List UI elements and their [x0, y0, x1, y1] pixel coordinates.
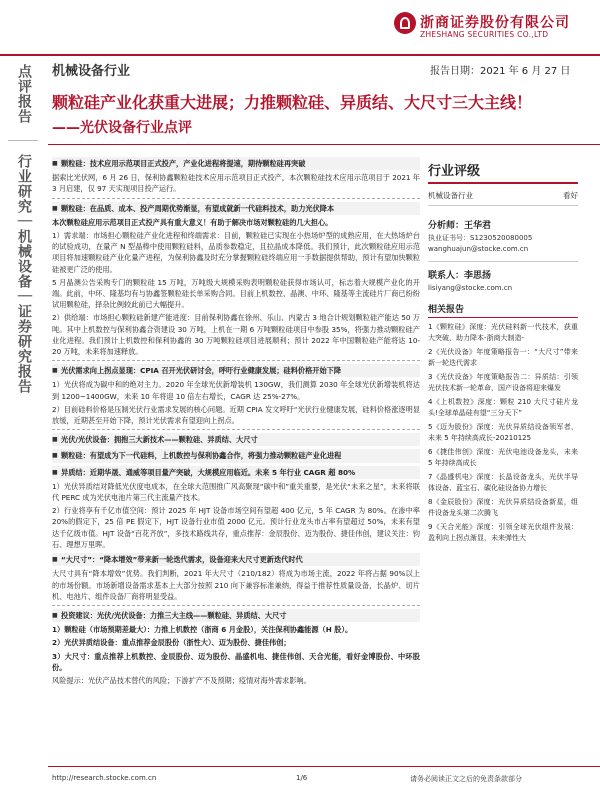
analyst-cert: 执业证书号：S1230520080005: [428, 234, 533, 242]
paragraph: 2）供给端：市场担心颗粒硅新建产能进度：目前保利协鑫在徐州、乐山、内蒙古 3 地合计规划颗粒硅产能达 50 万吨。其中上机数控与保利协鑫合资建设 30 万吨，上机在一期 6 万吨颗粒硅项目中参股 35%，将强力推动颗粒硅产业化进程。我们预计上机数控和保利协鑫的 30 万吨颗粒硅项目进展顺利；预计 2022 年中国颗粒硅产能将达 10-20 万吨，未来将加速释放。: [52, 313, 420, 357]
paragraph: 2）行业将享有千亿市值空间：预计 2025 年 HJT 设备市场空间有望超 400 亿元，5 年 CAGR 为 80%。在渗中率 20%的假定下，25 倍 PE 假定下，HJT 设备行业市值 2000 亿元。预计行业龙头市占率有望超过 50%，未来有望达千亿级市值。HJT 设备“百花齐放”，多技术路线共存，重点推荐：金辰股份、迈为股份、捷佳伟创，建议关注：钧石、理想万里晖。: [52, 506, 420, 549]
section-heading: ■ 光伏/光伏设备：拥抱三大新技术——颗粒硅、异质结、大尺寸: [52, 433, 420, 446]
side-label-top: 点评报告: [16, 64, 32, 124]
section-heading: ■ 光伏需求向上拐点显现：CPIA 召开光伏研讨会，呼吁行业健康发展；硅料价格开始下降: [52, 364, 420, 377]
dashed-divider: [52, 429, 420, 430]
dashed-divider: [52, 605, 420, 606]
right-sidebar: [428, 160, 578, 547]
dashed-divider: [52, 198, 420, 199]
rating-value: 看好: [563, 191, 578, 200]
main-body: [52, 154, 420, 688]
related-report-item[interactable]: 7《晶盛机电》深度：长晶设备龙头，光伏半导体设备、蓝宝石、碳化硅设备协力增长: [428, 473, 578, 492]
related-reports-list: [428, 322, 578, 544]
related-report-item[interactable]: 1《颗粒硅》深度：光伏硅料新一代技术，获重大突破，助力降本-浙商大制造-: [428, 323, 578, 342]
page-number: 1/6: [296, 774, 308, 782]
disclaimer-note: 请务必阅读正文之后的免责条款部分: [410, 775, 522, 783]
rating-sector: 机械设备行业: [428, 191, 473, 200]
side-bar: [4, 58, 40, 768]
paragraph: 1）光伏将成为碳中和的绝对主力。2020 年全球光伏新增装机 130GW，我们测算 2030 年全球光伏新增装机将达到 1200~1400GW，未来 10 年将迎 10 倍左右增长，CAGR 达 25%-27%。: [52, 380, 420, 401]
company-name-en: ZHESHANG SECURITIES CO.,LTD: [420, 30, 549, 39]
header-divider: [0, 54, 600, 56]
related-report-item[interactable]: 9《天合光能》深度：引领全球光伏组件发展：盈利向上拐点渐显，未来弹性大: [428, 523, 578, 542]
section-heading: ■ 异质结：近期华晟、通威等项目量产突破，大规模应用临近。未来 5 年行业 CAGR 超 80%: [52, 466, 420, 479]
section-heading: ■ 投资建议：光伏/光伏设备：力推三大主线——颗粒硅、异质结、大尺寸: [52, 609, 420, 622]
rating-heading: 行业评级: [428, 160, 578, 184]
contact-name: 联系人：李思扬: [428, 271, 492, 281]
side-label-bottom: 行业研究｜机械设备｜证券研究报告: [16, 154, 32, 394]
contact-email[interactable]: lisiyang@stocke.com.cn: [428, 284, 513, 292]
dashed-divider: [52, 360, 420, 361]
investment-item: 2）光伏异质结设备：重点推荐金辰股份（浙性大）、迈为股份、捷佳伟创；: [52, 638, 291, 648]
paragraph: 本次颗粒硅应用示范项目正式投产具有重大意义！有助于解决市场对颗粒硅的几大担心。: [52, 217, 333, 227]
section-heading: ■ 颗粒硅：在品质、成本、投产周期优势渐显，有望成就新一代硅料技术，助力光伏降本: [52, 202, 420, 215]
title-divider: [48, 144, 600, 145]
company-name-cn: 浙商证券股份有限公司: [420, 15, 570, 31]
report-title: 颗粒硅产业化获重大进展；力推颗粒硅、异质结、大尺寸三大主线！: [52, 93, 533, 112]
related-report-item[interactable]: 6《捷佳伟创》深度：光伏电池设备龙头，未来 5 年持续高成长: [428, 448, 578, 467]
related-report-item[interactable]: 8《金辰股份》深度：光伏异质结设备新星，组件设备龙头第二次腾飞: [428, 498, 578, 517]
paragraph: 1）光伏异质结对降低光伏度电成本，在全球大范围推广风高聚现“碳中和”重关重要，是光伏“未来之星”，未来将联代 PERC 成为光伏电池片第三代主流量产技术。: [52, 481, 420, 503]
paragraph: 2）目前硅料价格是压制光伏行业需求发展的核心问题。近期 CPIA 发文呼吁“光伏行业健康发展，硅料价格涨逐明显放缓，近期甚至开始下降，预计光伏需求有望迎向上拐点。: [52, 404, 420, 426]
related-report-item[interactable]: 4《上机数控》深度：颗粒 210 大尺寸硅片龙头!全球单晶硅有望“三分天下”: [428, 398, 578, 417]
section-heading: ■ 颗粒硅：有望成为下一代硅料，上机数控与保利协鑫合作，将强力推动颗粒硅产业化进程: [52, 449, 420, 462]
company-logo-icon: [394, 12, 416, 34]
related-reports-heading: 相关报告: [428, 302, 578, 318]
rating-row: [428, 190, 578, 206]
risk-warning: 风险提示：光伏产品技术替代的风险；下游扩产不及预期；疫情对海外需求影响。: [52, 675, 311, 685]
related-report-item[interactable]: 2《光伏设备》年度策略报告一：“大尺寸”带来新一轮迭代需求: [428, 348, 578, 367]
paragraph: 1）需求端：市场担心颗粒硅产业化进程和终端需求：目前，颗粒硅已实现在小热场炉型的成熟应用，在大热场炉台的试验成功，在量产 N 型晶棒中使用颗粒硅料，品质参数稳定，且拉晶成本降低。我们预计，此次颗粒硅应用示范项目将加速颗粒硅产业化量产进程，为保利协鑫及时充分掌握颗粒硅终端应用一手数据提供帮助，预计有望加快颗粒硅被更广泛的使用。: [52, 231, 420, 274]
analyst-email[interactable]: wanghuajun@stocke.com.cn: [428, 245, 529, 253]
analyst-name: 分析师：王华君: [428, 221, 492, 231]
investment-item: 1）颗粒硅（市场预期差最大）：力推上机数控（浙商 6 月金股），关注保利协鑫能源（H 股）。: [52, 625, 353, 635]
footer-divider: [48, 766, 600, 767]
related-report-item[interactable]: 3《光伏设备》年度策略报告二：异质结：引领光伏技术新一轮革命，国产设备将迎来爆发: [428, 373, 578, 392]
paragraph: 大尺寸具有“降本增效”优势。我们判断，2021 年大尺寸（210/182）将成为市场主流，2022 年将占据 90%以上的市场份额。市场新增设备需求基本上大部分按照 210 向下兼容标准兼纳，得益于推荐性质量设备，长晶炉、切片机、电池片、组件设备厂商将明显受益。: [52, 569, 420, 601]
related-report-item[interactable]: 5《迈为股份》深度：光伏异质结设备领军者，未来 5 年持续高成长-20210125: [428, 423, 578, 442]
section-heading: ■ “大尺寸”：“降本增效”带来新一轮迭代需求，设备迎来大尺寸更新迭代时代: [52, 553, 420, 566]
divider: [428, 261, 578, 262]
footer-url[interactable]: http://research.stocke.com.cn: [52, 774, 157, 782]
section-heading: ■ 颗粒硅：技术应用示范项目正式投产，产业化进程将提速，期待颗粒硅再突破: [52, 157, 420, 170]
side-divider: [8, 140, 38, 141]
investment-item: 3）大尺寸：重点推荐上机数控、金辰股份、迈为股份、晶盛机电、捷佳伟创、天合光能，看好金博股份、中环股份。: [52, 651, 420, 672]
industry-label: 机械设备行业: [52, 64, 131, 79]
report-subtitle: ——光伏设备行业点评: [52, 120, 192, 136]
report-date: 报告日期：2021 年 6 月 27 日: [430, 66, 571, 77]
paragraph: 5 月晶澳公告采购专门的颗粒硅 15 万吨，万吨级大规模采购表明颗粒硅获得市场认可，标志着大规模产业化的开端。此前，中环、隆基均有与协鑫签颗粒硅长单采购合同。目前上机数控、晶澳、中环、隆基等主流硅片厂商已纷纷试用颗粒硅，择杂比例较此前已大幅提升。: [52, 277, 420, 310]
paragraph: 据索比光伏网，6 月 26 日，保利协鑫颗粒硅技术应用示范项目正式投产，本次颗粒硅技术应用示范项目于 2021 年 3 月启建，仅 97 天实现项目投产运行。: [52, 173, 420, 194]
